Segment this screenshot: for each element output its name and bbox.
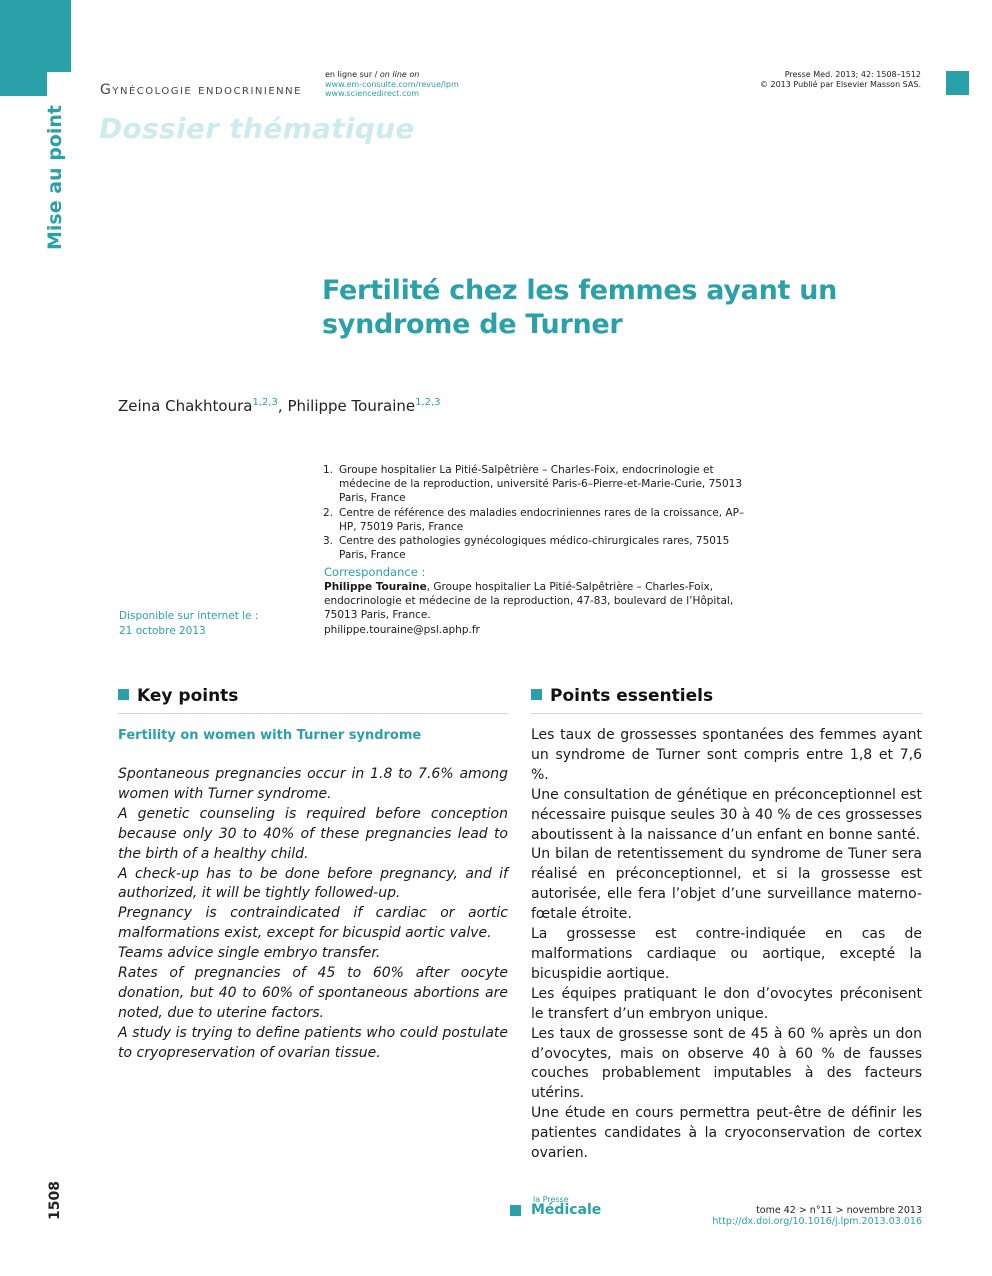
square-bullet-icon [118, 689, 129, 700]
points-essentiels-heading [531, 686, 713, 706]
author-separator: , [277, 397, 288, 415]
affiliation-list [323, 463, 753, 562]
essential-point: Un bilan de retentissement du syndrome de Tuner sera réalisé en préconceptionnel, et si la grossesse est autorisée, elle fera l’objet d’une surveillance materno-fœtale étroite. [531, 846, 922, 923]
journal-citation [760, 70, 921, 89]
essential-point: La grossesse est contre-indiquée en cas de malformations cardiaque ou aortique, excepté la bicuspidie aortique. [531, 926, 922, 982]
affiliation-number: 3. [323, 535, 334, 548]
doi-link[interactable]: http://dx.doi.org/10.1016/j.lpm.2013.03.016 [712, 1216, 922, 1227]
availability [119, 609, 258, 638]
key-points-body [118, 765, 508, 1064]
issue-info: tome 42 > n°11 > novembre 2013 [756, 1205, 922, 1216]
author-name: Philippe Touraine [287, 397, 416, 415]
square-bullet-icon [531, 689, 542, 700]
citation-text: Presse Med. 2013; 42: 1508–1512 [784, 70, 921, 79]
affiliation-text: Centre de référence des maladies endocriniennes rares de la croissance, AP–HP, 75019 Paris, France [339, 506, 745, 533]
available-date: 21 octobre 2013 [119, 624, 206, 637]
online-label-en: on line on [379, 70, 420, 79]
author-affil-sup: 1,2,3 [252, 397, 278, 408]
correspondence-email[interactable]: philippe.touraine@psl.aphp.fr [324, 623, 480, 636]
affiliation-item [323, 534, 753, 562]
logo-square-icon [510, 1205, 521, 1216]
online-link-emc[interactable]: www.em-consulte.com/revue/lpm [325, 79, 459, 89]
online-links [325, 70, 459, 99]
available-label: Disponible sur internet le : [119, 610, 259, 622]
author-list [118, 397, 441, 415]
affiliation-number: 2. [323, 506, 334, 519]
key-point: Pregnancy is contraindicated if cardiac or aortic malformations exist, except for bicuspid aortic valve. [118, 905, 508, 942]
dossier-heading: Dossier thématique [99, 112, 415, 145]
affiliation-text: Centre des pathologies gynécologiques médico-chirurgicales rares, 75015 Paris, France [339, 535, 730, 562]
key-point: Teams advice single embryo transfer. [118, 945, 381, 962]
divider [118, 713, 508, 714]
key-point: A study is trying to define patients who could postulate to cryopreservation of ovarian tissue. [118, 1024, 508, 1061]
points-essentiels-body [531, 726, 922, 1164]
correspondence-block [324, 580, 744, 637]
key-point: A genetic counseling is required before conception because only 30 to 40% of these pregnancies lead to the birth of a healthy child. [118, 805, 508, 862]
online-label: en ligne sur / [325, 70, 380, 79]
corner-block-top-right [946, 71, 969, 95]
correspondence-address: , Groupe hospitalier La Pitié-Salpêtrière – Charles-Foix, [426, 581, 714, 593]
affiliation-number: 1. [323, 464, 334, 476]
corner-notch [47, 72, 71, 96]
key-points-subtitle: Fertility on women with Turner syndrome [118, 728, 422, 743]
copyright-text: © 2013 Publié par Elsevier Masson SAS. [759, 79, 921, 89]
points-essentiels-title: Points essentiels [550, 686, 714, 706]
key-point: Spontaneous pregnancies occur in 1.8 to 7.6% among women with Turner syndrome. [118, 766, 508, 802]
correspondence-name: Philippe Touraine [324, 581, 427, 593]
affiliation-item [323, 463, 753, 506]
side-label: Mise au point [44, 105, 66, 250]
article-title: Fertilité chez les femmes ayant un syndrome de Turner [322, 275, 838, 340]
rubric-text: Gynécologie endocrinienne [100, 82, 302, 98]
divider [531, 713, 922, 714]
correspondence-line: endocrinologie et médecine de la reproduction, 47-83, boulevard de l’Hôpital, [324, 595, 734, 608]
correspondence-line: 75013 Paris, France. [324, 609, 431, 622]
essential-point: Une consultation de génétique en préconceptionnel est nécessaire puisque seules 30 à 40 % de ces grossesses aboutissent à la naissance d’un enfant en bonne santé. [531, 786, 922, 843]
key-point: A check-up has to be done before pregnancy, and if authorized, it will be tightly followed-up. [118, 865, 508, 902]
essential-point: Une étude en cours permettra peut-être de définir les patientes candidates à la cryoconservation de cortex ovarien. [531, 1105, 922, 1162]
author-affil-sup: 1,2,3 [415, 397, 441, 408]
author-name: Zeina Chakhtoura [118, 397, 253, 415]
page-number: 1508 [47, 1181, 63, 1220]
journal-logo-top: la Presse [533, 1195, 569, 1204]
essential-point: Les taux de grossesse sont de 45 à 60 % après un don d’ovocytes, mais on observe 40 à 60 % de fausses couches probablement imputables à des facteurs utérins. [531, 1025, 922, 1102]
essential-point: Les équipes pratiquant le don d’ovocytes préconisent le transfert d’un embryon unique. [531, 985, 922, 1022]
key-point: Rates of pregnancies of 45 to 60% after oocyte donation, but 40 to 60% of spontaneous abortions are noted, due to uterine factors. [118, 965, 508, 1021]
online-link-sciencedirect[interactable]: www.sciencedirect.com [325, 89, 420, 98]
affiliation-text: Groupe hospitalier La Pitié-Salpêtrière – Charles-Foix, endocrinologie et médecine de la reproduction, université Paris-6–Pierre-et-Marie-Curie, 75013 Paris, France [339, 464, 742, 505]
correspondence-line [324, 580, 744, 594]
key-points-title: Key points [137, 686, 239, 706]
correspondence-label: Correspondance : [324, 565, 426, 579]
essential-point: Les taux de grossesses spontanées des femmes ayant un syndrome de Turner sont compris entre 1,8 et 7,6 %. [531, 727, 922, 783]
affiliation-item [323, 506, 753, 534]
section-rubric [100, 82, 302, 98]
key-points-heading [118, 686, 238, 706]
online-label-line [325, 70, 459, 80]
journal-logo: Médicale [531, 1202, 602, 1218]
